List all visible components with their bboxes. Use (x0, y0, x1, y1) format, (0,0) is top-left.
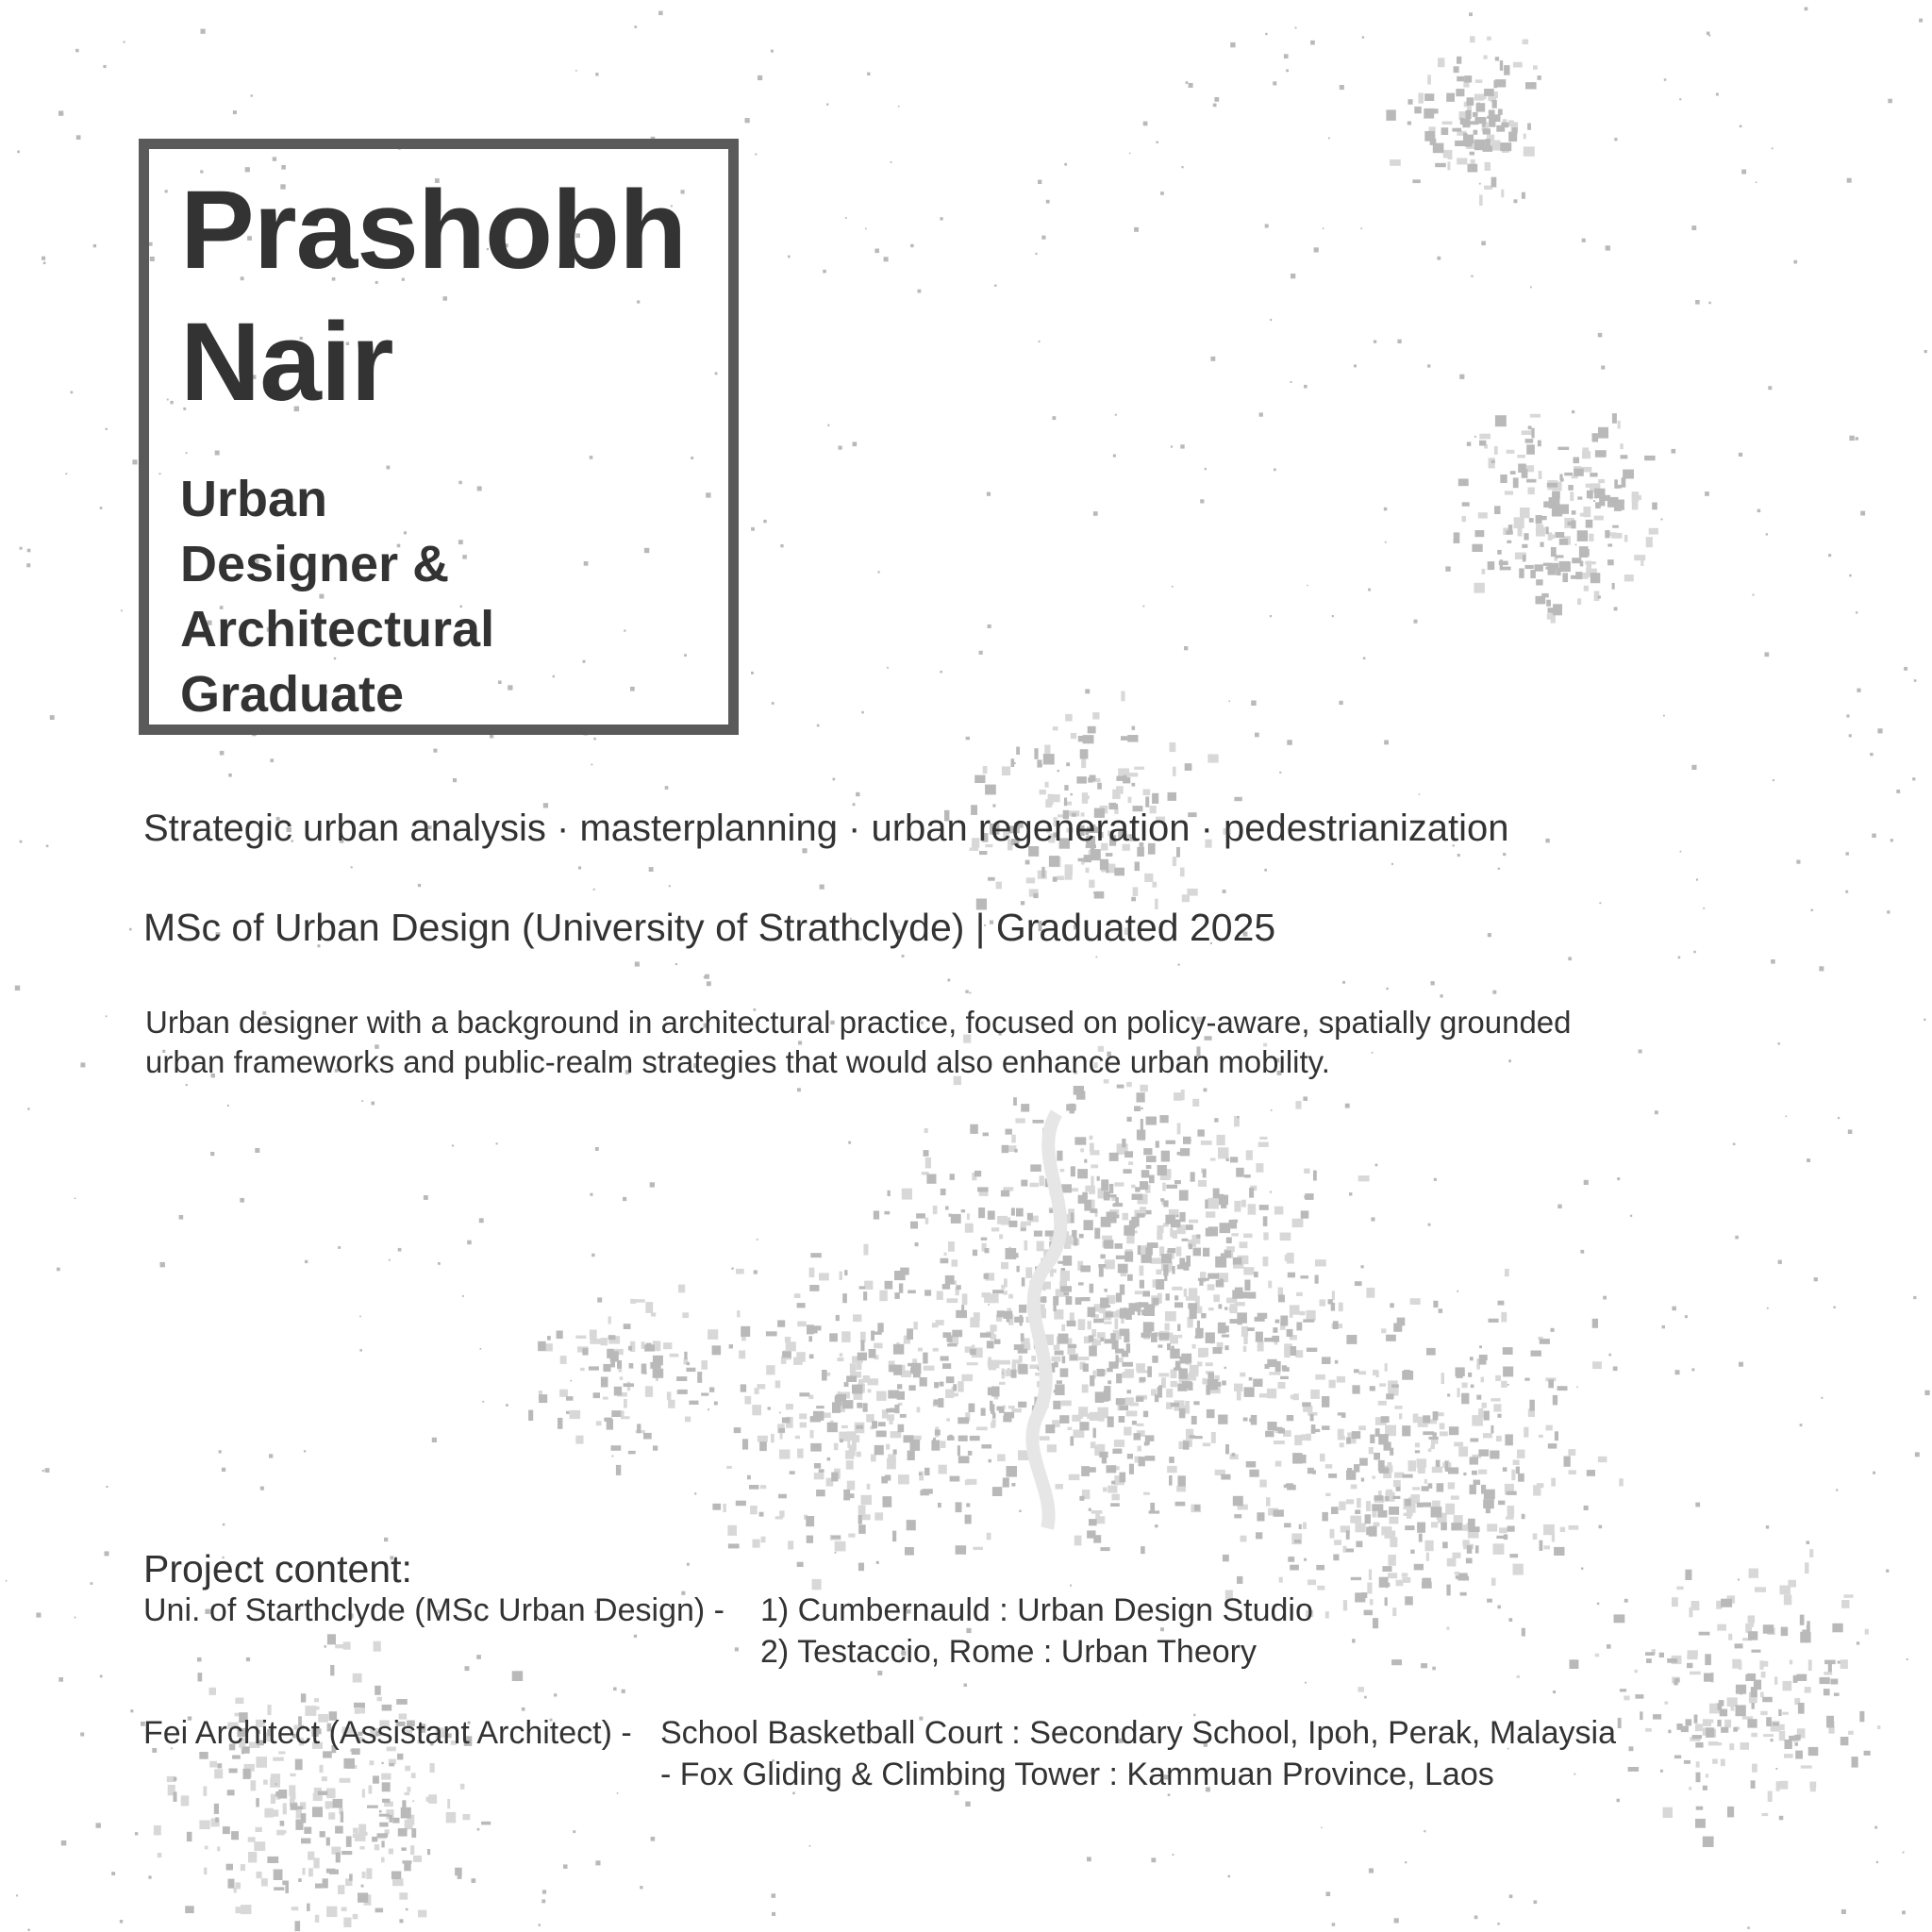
role-line: Designer & (180, 536, 450, 592)
university-project-item: 2) Testaccio, Rome : Urban Theory (760, 1634, 1257, 1670)
summary-line: urban frameworks and public-realm strategies that would also enhance urban mobility. (145, 1044, 1330, 1079)
degree-line: MSc of Urban Design (University of Strathclyde) | Graduated 2025 (143, 906, 1276, 949)
role-line: Graduate (180, 666, 405, 723)
role-line: Architectural (180, 601, 495, 658)
last-name: Nair (180, 300, 393, 425)
summary-line: Urban designer with a background in architectural practice, focused on policy-aware, spatially grounded (145, 1005, 1572, 1040)
university-project-item: 1) Cumbernauld : Urban Design Studio (760, 1592, 1313, 1628)
practice-project-item: - Fox Gliding & Climbing Tower : Kammuan Province, Laos (660, 1757, 1494, 1792)
name-frame (139, 139, 739, 735)
role-title (180, 467, 494, 727)
practice-label: Fei Architect (Assistant Architect) - (143, 1715, 632, 1751)
practice-project-item: School Basketball Court : Secondary School, Ipoh, Perak, Malaysia (660, 1715, 1616, 1751)
role-line: Urban (180, 471, 328, 527)
keywords-line: Strategic urban analysis · masterplanning · urban regeneration · pedestrianization (143, 808, 1509, 849)
university-label: Uni. of Starthclyde (MSc Urban Design) - (143, 1592, 724, 1628)
projects-heading: Project content: (143, 1547, 412, 1591)
first-name: Prashobh (180, 168, 687, 292)
